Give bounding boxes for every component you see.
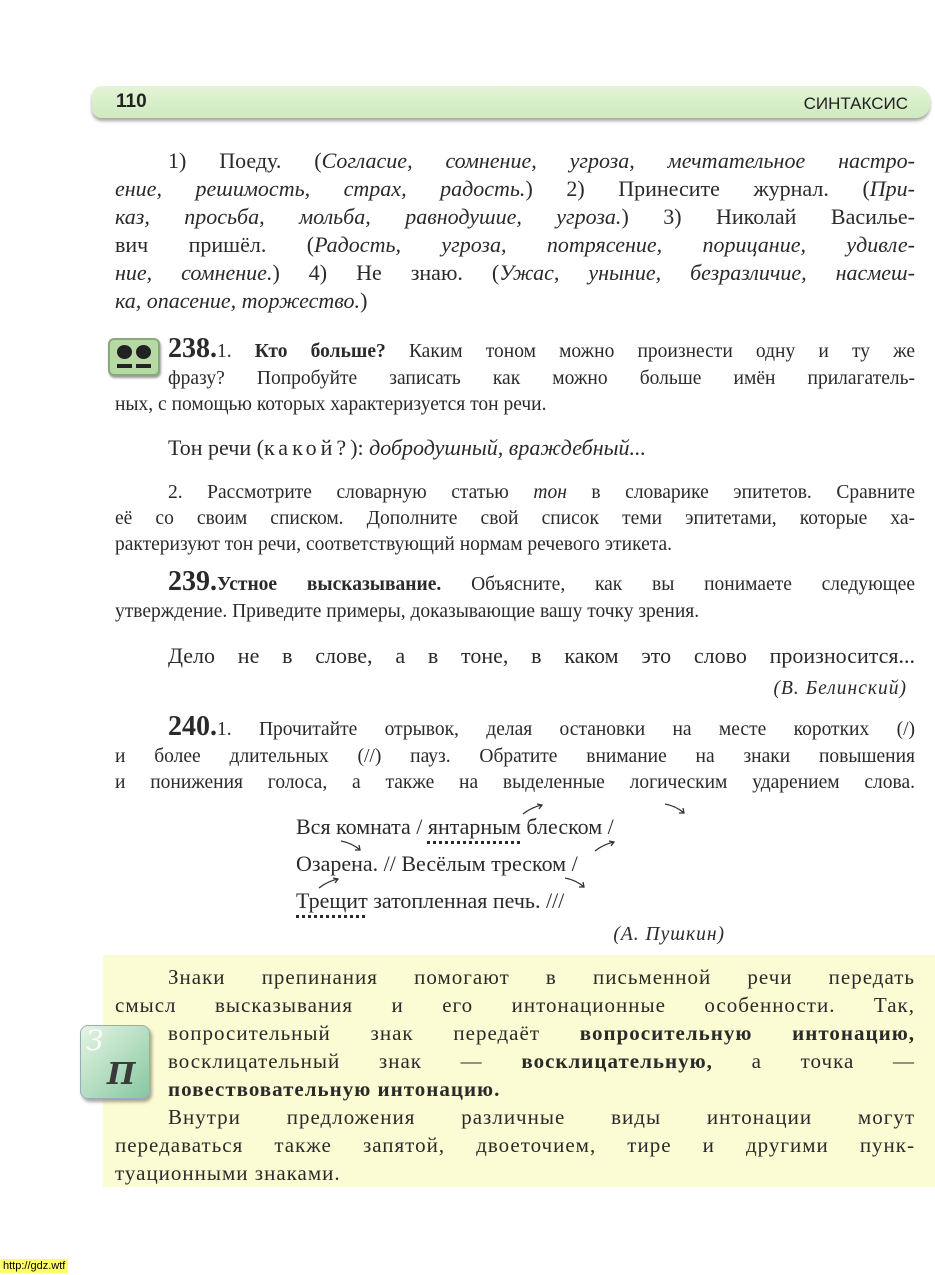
text-line bbox=[115, 745, 915, 768]
italic-text: Ужас, уныние, безразличие, насмеш- bbox=[499, 260, 915, 285]
falling-arrow-icon bbox=[340, 840, 362, 852]
exercise-239 bbox=[168, 566, 915, 597]
text-line bbox=[115, 393, 915, 416]
text-line bbox=[115, 260, 915, 286]
rising-arrow-icon bbox=[522, 803, 544, 815]
italic-text: (В. Белинский) bbox=[773, 678, 907, 699]
page-number: 110 bbox=[116, 91, 147, 112]
text-segment: блеском / bbox=[520, 814, 614, 839]
poem-line bbox=[296, 814, 614, 840]
text-line bbox=[168, 148, 915, 174]
quote-line bbox=[168, 643, 915, 669]
bold-text: вопросительную интонацию, bbox=[579, 1021, 915, 1045]
text-segment: Знаки препинания помогают в письменной речи передать bbox=[168, 965, 915, 989]
text-line bbox=[115, 533, 915, 556]
text-segment: ) 2) Принесите журнал. ( bbox=[525, 176, 870, 201]
text-segment: и понижения голоса, а также на выделенные логическим ударением слова. bbox=[115, 772, 915, 793]
exercise-number: 239. bbox=[168, 566, 217, 597]
text-segment: Дело не в слове, а в тоне, в каком это слово произносится... bbox=[168, 643, 915, 668]
text-segment: Каким тоном можно произнести одну и ту же bbox=[385, 341, 915, 362]
page-header bbox=[92, 86, 930, 118]
bold-text: повествовательную интонацию. bbox=[168, 1077, 501, 1101]
text-line bbox=[217, 572, 915, 598]
text-segment: её со своим списком. Дополните свой список теми эпитетами, которые ха- bbox=[115, 508, 915, 529]
text-segment: ) 4) Не знаю. ( bbox=[272, 260, 500, 285]
poem-line bbox=[296, 888, 564, 914]
text-segment: Внутри предложения различные виды интонации могут bbox=[168, 1105, 915, 1129]
text-line bbox=[168, 367, 915, 390]
italic-text: При- bbox=[869, 176, 915, 201]
text-segment: ) 3) Николай Василье- bbox=[621, 204, 915, 229]
rising-arrow-icon bbox=[594, 840, 616, 852]
text-segment: а точка — bbox=[712, 1049, 915, 1073]
text-segment: 1. bbox=[217, 341, 255, 362]
rule-line bbox=[168, 1049, 915, 1074]
text-segment: затопленная печь. /// bbox=[367, 888, 565, 913]
bold-text: Кто больше? bbox=[254, 341, 386, 362]
text-line bbox=[168, 481, 915, 504]
bold-text: восклицательную, bbox=[521, 1049, 713, 1073]
stressed-word: Трещит bbox=[296, 888, 368, 913]
rule-line bbox=[168, 1021, 915, 1046]
rule-line bbox=[115, 1161, 341, 1186]
text-segment: и более длительных (//) пауз. Обратите внимание на знаки повышения bbox=[115, 746, 915, 767]
text-segment: Объясните, как вы понимаете следующее bbox=[441, 574, 915, 595]
italic-text: каз, просьба, мольба, равнодушие, угроза. bbox=[115, 204, 622, 229]
italic-text: тон bbox=[533, 482, 567, 503]
text-segment: рактеризуют тон речи, соответствующий нормам речевого этикета. bbox=[115, 534, 673, 555]
text-segment: 2. Рассмотрите словарную статью bbox=[168, 482, 534, 503]
text-line bbox=[115, 176, 915, 202]
text-segment: смысл высказывания и его интонационные особенности. Так, bbox=[115, 993, 915, 1017]
text-segment: Тон речи ( bbox=[168, 435, 264, 460]
text-segment: в словарике эпитетов. Сравните bbox=[566, 482, 915, 503]
text-line bbox=[217, 339, 915, 365]
bold-text: Устное высказывание. bbox=[217, 574, 442, 595]
exercise-number: 238. bbox=[168, 333, 217, 364]
text-segment: вопросительный знак передаёт bbox=[168, 1021, 580, 1045]
text-line bbox=[115, 232, 915, 258]
exercise-240 bbox=[168, 711, 915, 742]
quote-author bbox=[773, 677, 907, 700]
text-segment: утверждение. Приведите примеры, доказывающие вашу точку зрения. bbox=[115, 601, 700, 622]
italic-text: Согласие, сомнение, угроза, мечтательное настро- bbox=[321, 148, 915, 173]
falling-arrow-icon bbox=[564, 877, 586, 889]
rule-icon: З П bbox=[80, 1025, 150, 1099]
italic-text: (А. Пушкин) bbox=[613, 924, 725, 945]
rising-arrow-icon bbox=[318, 877, 340, 889]
poem-author bbox=[613, 923, 725, 946]
spaced-text: какой? bbox=[263, 435, 351, 460]
text-segment: Вся комната / bbox=[296, 814, 428, 839]
italic-text: ка, опасение, торжество. bbox=[115, 288, 361, 313]
text-line bbox=[115, 288, 915, 314]
text-segment: 1) Поеду. ( bbox=[168, 148, 322, 173]
text-segment: Озарена. // Весёлым треском / bbox=[296, 851, 578, 876]
italic-text: ение, решимость, страх, радость. bbox=[115, 176, 526, 201]
text-line bbox=[115, 600, 915, 623]
exercise-238 bbox=[168, 333, 915, 364]
example-line bbox=[168, 435, 646, 461]
text-segment: восклицательный знак — bbox=[168, 1049, 522, 1073]
text-segment: ): bbox=[350, 435, 370, 460]
italic-text: ние, сомнение. bbox=[115, 260, 273, 285]
text-segment: фразу? Попробуйте записать как можно больше имён прилагатель- bbox=[168, 368, 915, 389]
text-line bbox=[217, 717, 915, 743]
rule-line bbox=[115, 1133, 915, 1158]
italic-text: добродушный, враждебный... bbox=[369, 435, 647, 460]
text-line bbox=[115, 507, 915, 530]
text-segment: 1. Прочитайте отрывок, делая остановки на месте коротких (/) bbox=[217, 719, 915, 740]
pair-work-icon bbox=[108, 338, 160, 376]
rule-line bbox=[168, 965, 915, 990]
text-line bbox=[115, 771, 915, 794]
text-segment: ) bbox=[360, 288, 368, 313]
exercise-number: 240. bbox=[168, 711, 217, 742]
rule-line bbox=[168, 1077, 500, 1102]
section-title: СИНТАКСИС bbox=[803, 94, 908, 113]
text-segment: ных, с помощью которых характеризуется тон речи. bbox=[115, 394, 547, 415]
text-segment: вич пришёл. ( bbox=[115, 232, 315, 257]
rule-line bbox=[168, 1105, 915, 1130]
italic-text: Радость, угроза, потрясение, порицание, удивле- bbox=[314, 232, 915, 257]
text-segment: туационными знаками. bbox=[115, 1161, 341, 1185]
rule-line bbox=[115, 993, 915, 1018]
falling-arrow-icon bbox=[664, 803, 686, 815]
watermark-link[interactable]: http://gdz.wtf bbox=[0, 1259, 68, 1273]
text-line bbox=[115, 204, 915, 230]
text-segment: передаваться также запятой, двоеточием, тире и другими пунк- bbox=[115, 1133, 915, 1157]
poem-line bbox=[296, 851, 578, 877]
stressed-word: янтарным bbox=[427, 814, 521, 839]
